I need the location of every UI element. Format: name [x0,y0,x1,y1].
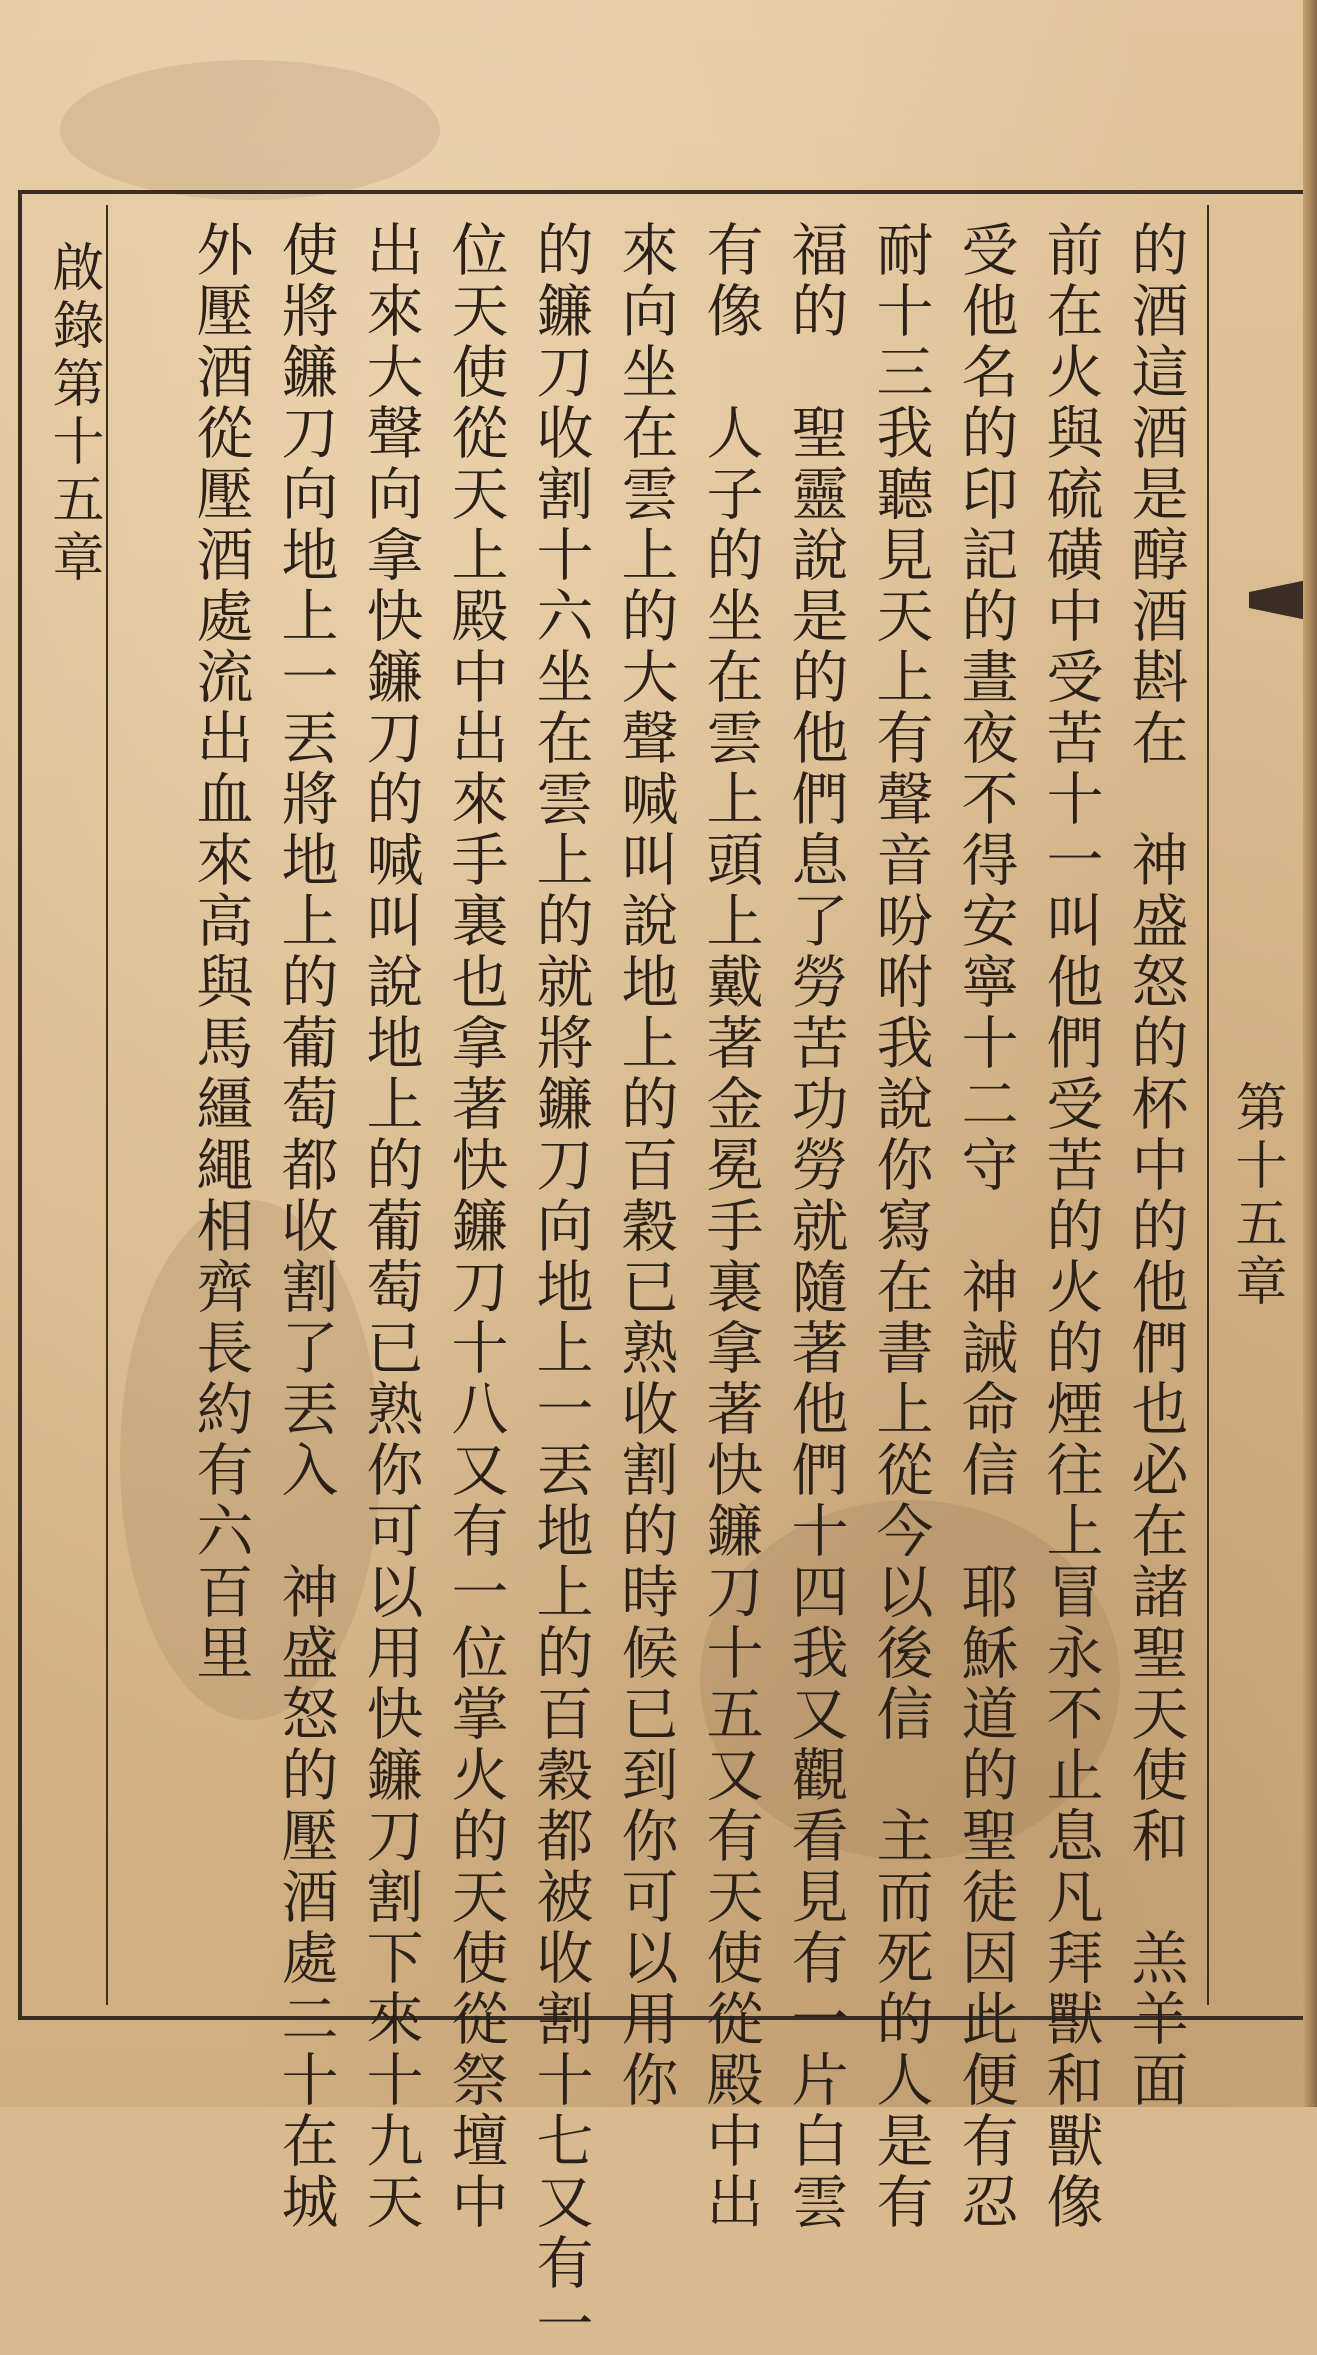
text-line: 的酒這酒是醇酒斟在 神盛怒的杯中的他們也必在諸聖天使和 羔羊面 [1122,220,1188,2111]
chapter-header: 第十五章 [1226,1080,1286,1312]
page-edge [1303,0,1317,2107]
paper-stain [60,60,440,200]
text-line: 受他名的印記的晝夜不得安寧十二守 神誡命信 耶穌道的聖徒因此便有忍 [952,220,1018,2233]
text-line: 有像 人子的坐在雲上頭上戴著金冕手裏拿著快鐮刀十五又有天使從殿中出 [697,220,763,2233]
text-line: 來向坐在雲上的大聲喊叫說地上的百穀已熟收割的時候已到你可以用你 [612,220,678,2111]
header-rule [1207,205,1209,2005]
text-line: 耐十三我聽見天上有聲音吩咐我說你寫在書上從今以後信 主而死的人是有 [867,220,933,2233]
text-line: 福的 聖靈說是的他們息了勞苦功勞就隨著他們十四我又觀看見有一片白雲 [782,220,848,2233]
side-chapter-header: 啟錄第十五章 [43,240,103,588]
scripture-text [112,220,1197,2355]
text-line: 的鐮刀收割十六坐在雲上的就將鐮刀向地上一丟地上的百穀都被收割十七又有一 [527,220,593,2355]
text-line: 外壓酒從壓酒處流出血來高與馬繮繩相齊長約有六百里 [187,220,253,1684]
text-line: 前在火與硫磺中受苦十一叫他們受苦的火的煙往上冒永不止息凡拜獸和獸像 [1037,220,1103,2233]
text-line: 出來大聲向拿快鐮刀的喊叫說地上的葡萄已熟你可以用快鐮刀割下來十九天 [357,220,423,2233]
text-line: 使將鐮刀向地上一丟將地上的葡萄都收割了丟入 神盛怒的壓酒處二十在城 [272,220,338,2233]
text-line: 位天使從天上殿中出來手裏也拿著快鐮刀十八又有一位掌火的天使從祭壇中 [442,220,508,2233]
